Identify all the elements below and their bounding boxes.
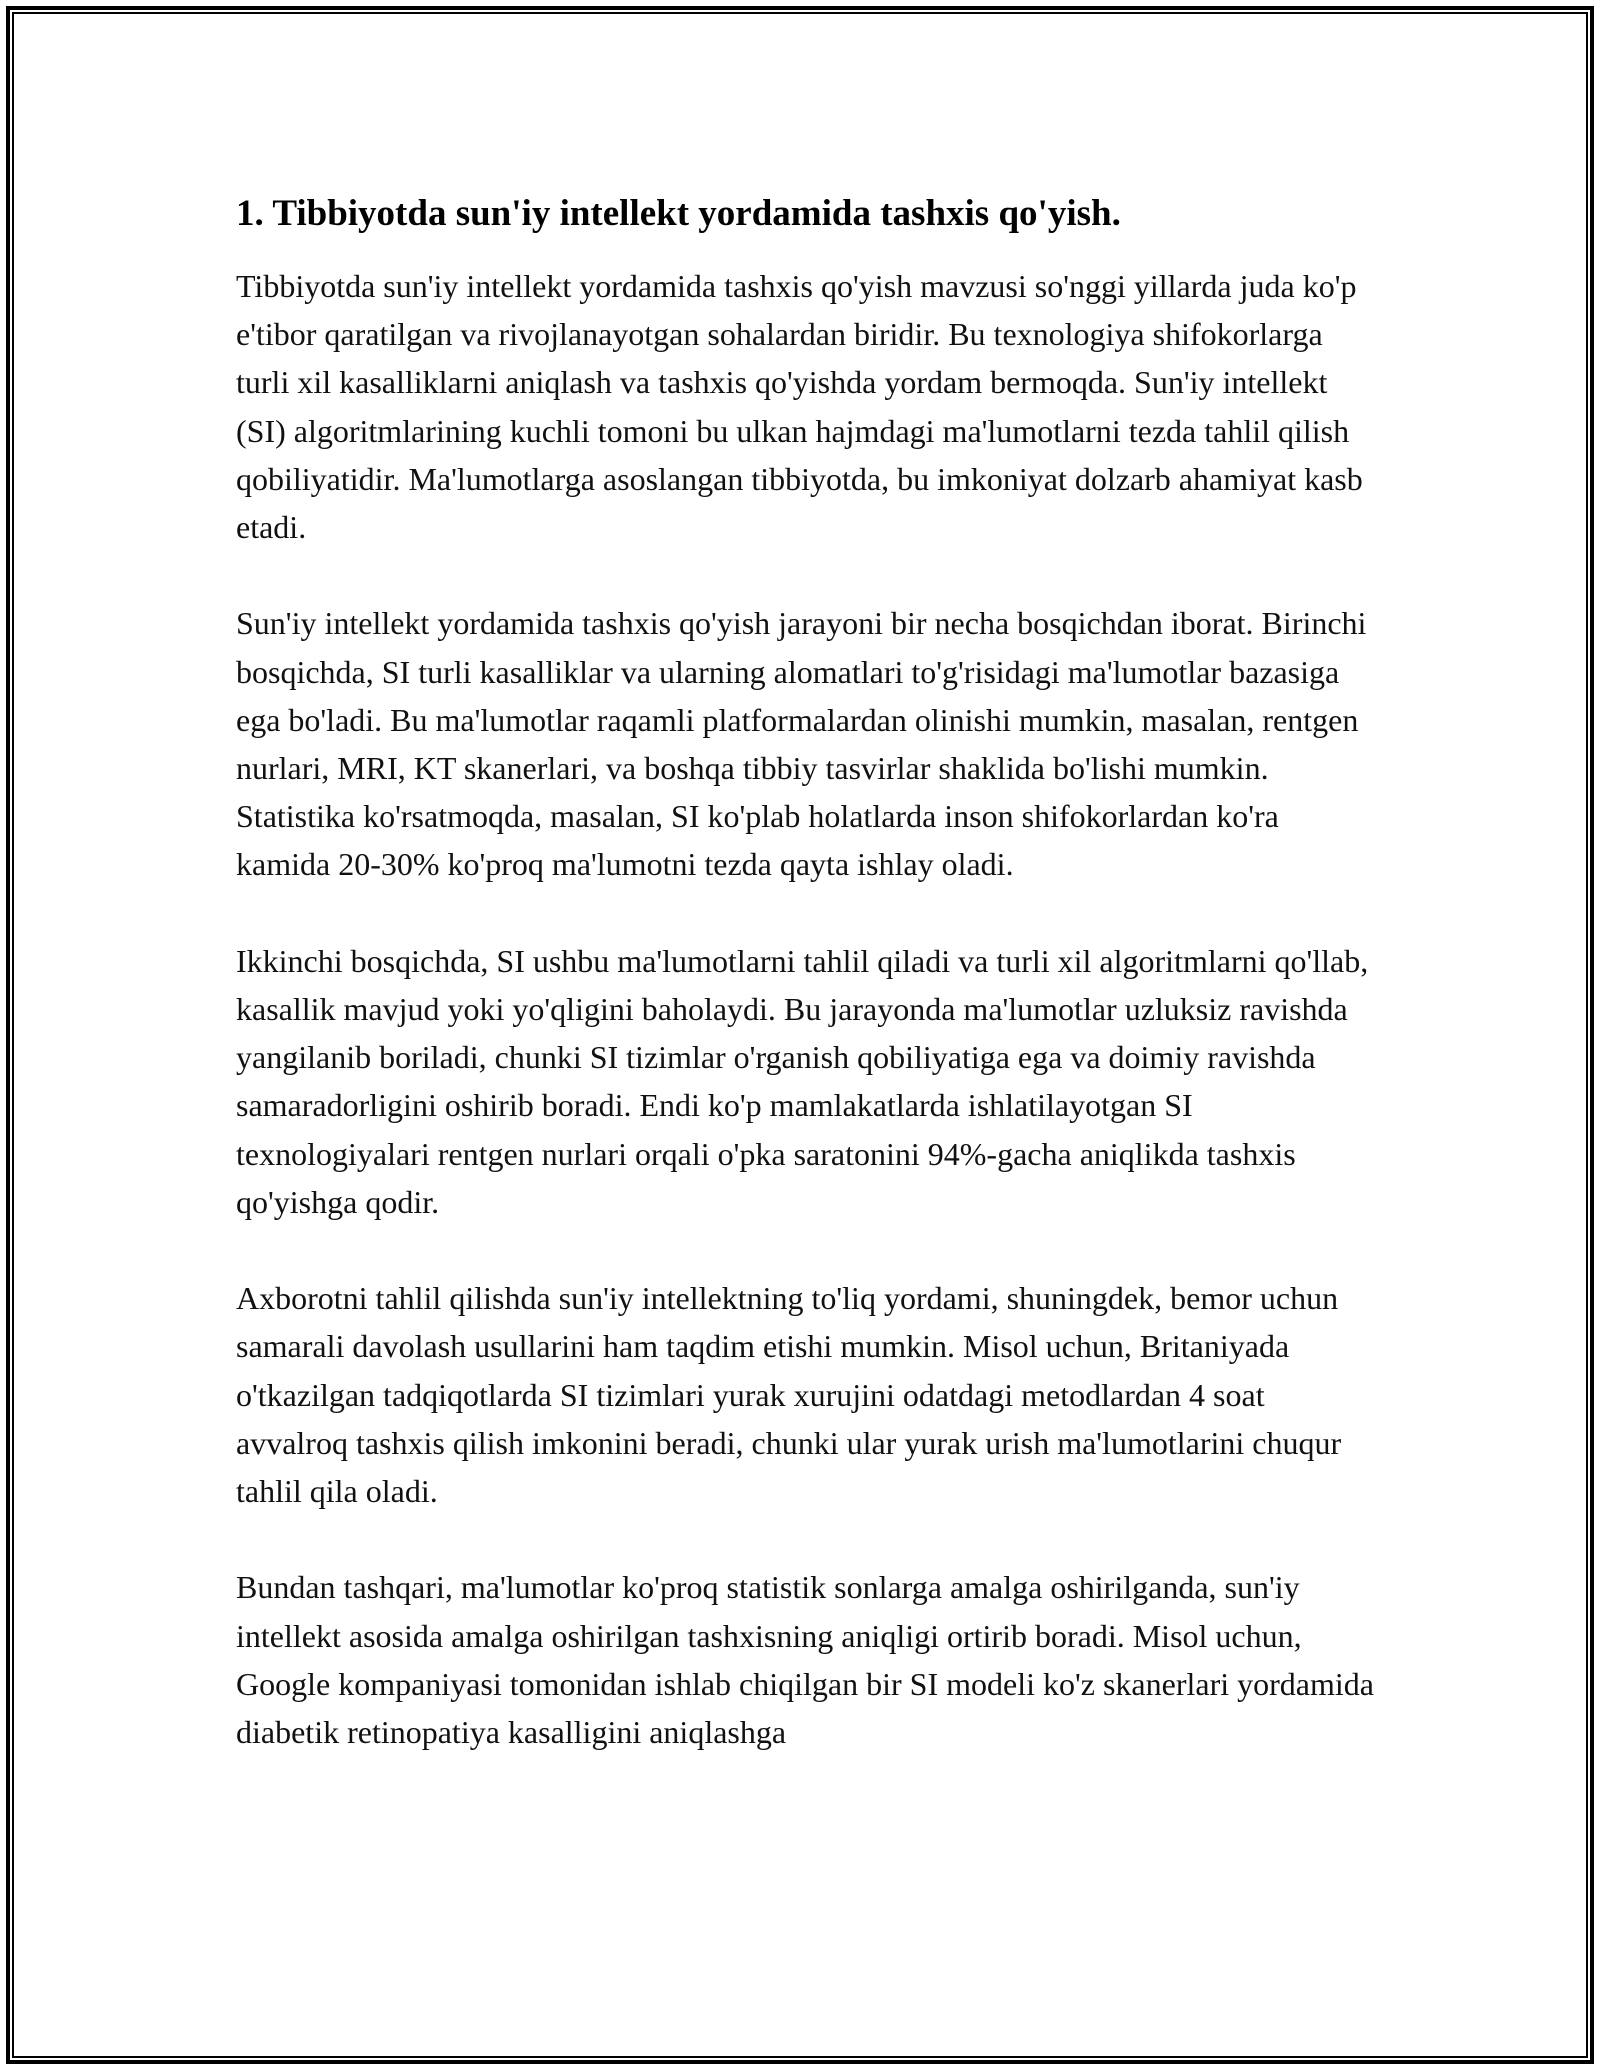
paragraph-5: Bundan tashqari, ma'lumotlar ko'proq statistik sonlarga amalga oshirilganda, sun'iy intellekt asosida amalga oshirilgan tashxisning aniqligi ortirib boradi. Misol uchun, Google kompaniyasi tomonidan ishlab chiqilgan bir SI modeli ko'z skanerlari yordamida diabetik retinopatiya kasalligini aniqlashga bbox=[236, 1569, 1374, 1751]
section-heading: 1. Tibbiyotda sun'iy intellekt yordamida tashxis qo'yish. bbox=[236, 193, 1121, 234]
document-body bbox=[236, 190, 1376, 1804]
paragraph-1: Tibbiyotda sun'iy intellekt yordamida tashxis qo'yish mavzusi so'nggi yillarda juda ko'p e'tibor qaratilgan va rivojlanayotgan sohalardan biridir. Bu texnologiya shifokorlarga turli xil kasalliklarni aniqlash va tashxis qo'yishda yordam bermoqda. Sun'iy intellekt (SI) algoritmlarining kuchli tomoni bu ulkan hajmdagi ma'lumotlarni tezda tahlil qilish qobiliyatidir. Ma'lumotlarga asoslangan tibbiyotda, bu imkoniyat dolzarb ahamiyat kasb etadi. bbox=[236, 268, 1363, 546]
paragraph-3: Ikkinchi bosqichda, SI ushbu ma'lumotlarni tahlil qiladi va turli xil algoritmlarni qo'llab, kasallik mavjud yoki yo'qligini baholaydi. Bu jarayonda ma'lumotlar uzluksiz ravishda yangilanib boriladi, chunki SI tizimlar o'rganish qobiliyatiga ega va doimiy ravishda samaradorligini oshirib boradi. Endi ko'p mamlakatlarda ishlatilayotgan SI texnologiyalari rentgen nurlari orqali o'pka saratonini 94%-gacha aniqlikda tashxis qo'yishga qodir. bbox=[236, 942, 1369, 1220]
paragraph-2: Sun'iy intellekt yordamida tashxis qo'yish jarayoni bir necha bosqichdan iborat. Birinchi bosqichda, SI turli kasalliklar va ularning alomatlari to'g'risidagi ma'lumotlar bazasiga ega bo'ladi. Bu ma'lumotlar raqamli platformalardan olinishi mumkin, masalan, rentgen nurlari, MRI, KT skanerlari, va boshqa tibbiy tasvirlar shaklida bo'lishi mumkin. Statistika ko'rsatmoqda, masalan, SI ko'plab holatlarda inson shifokorlardan ko'ra kamida 20-30% ko'proq ma'lumotni tezda qayta ishlay oladi. bbox=[236, 605, 1367, 883]
paragraph-4: Axborotni tahlil qilishda sun'iy intellektning to'liq yordami, shuningdek, bemor uchun samarali davolash usullarini ham taqdim etishi mumkin. Misol uchun, Britaniyada o'tkazilgan tadqiqotlarda SI tizimlari yurak xurujini odatdagi metodlardan 4 soat avvalroq tashxis qilish imkonini beradi, chunki ular yurak urish ma'lumotlarini chuqur tahlil qila oladi. bbox=[236, 1280, 1342, 1510]
